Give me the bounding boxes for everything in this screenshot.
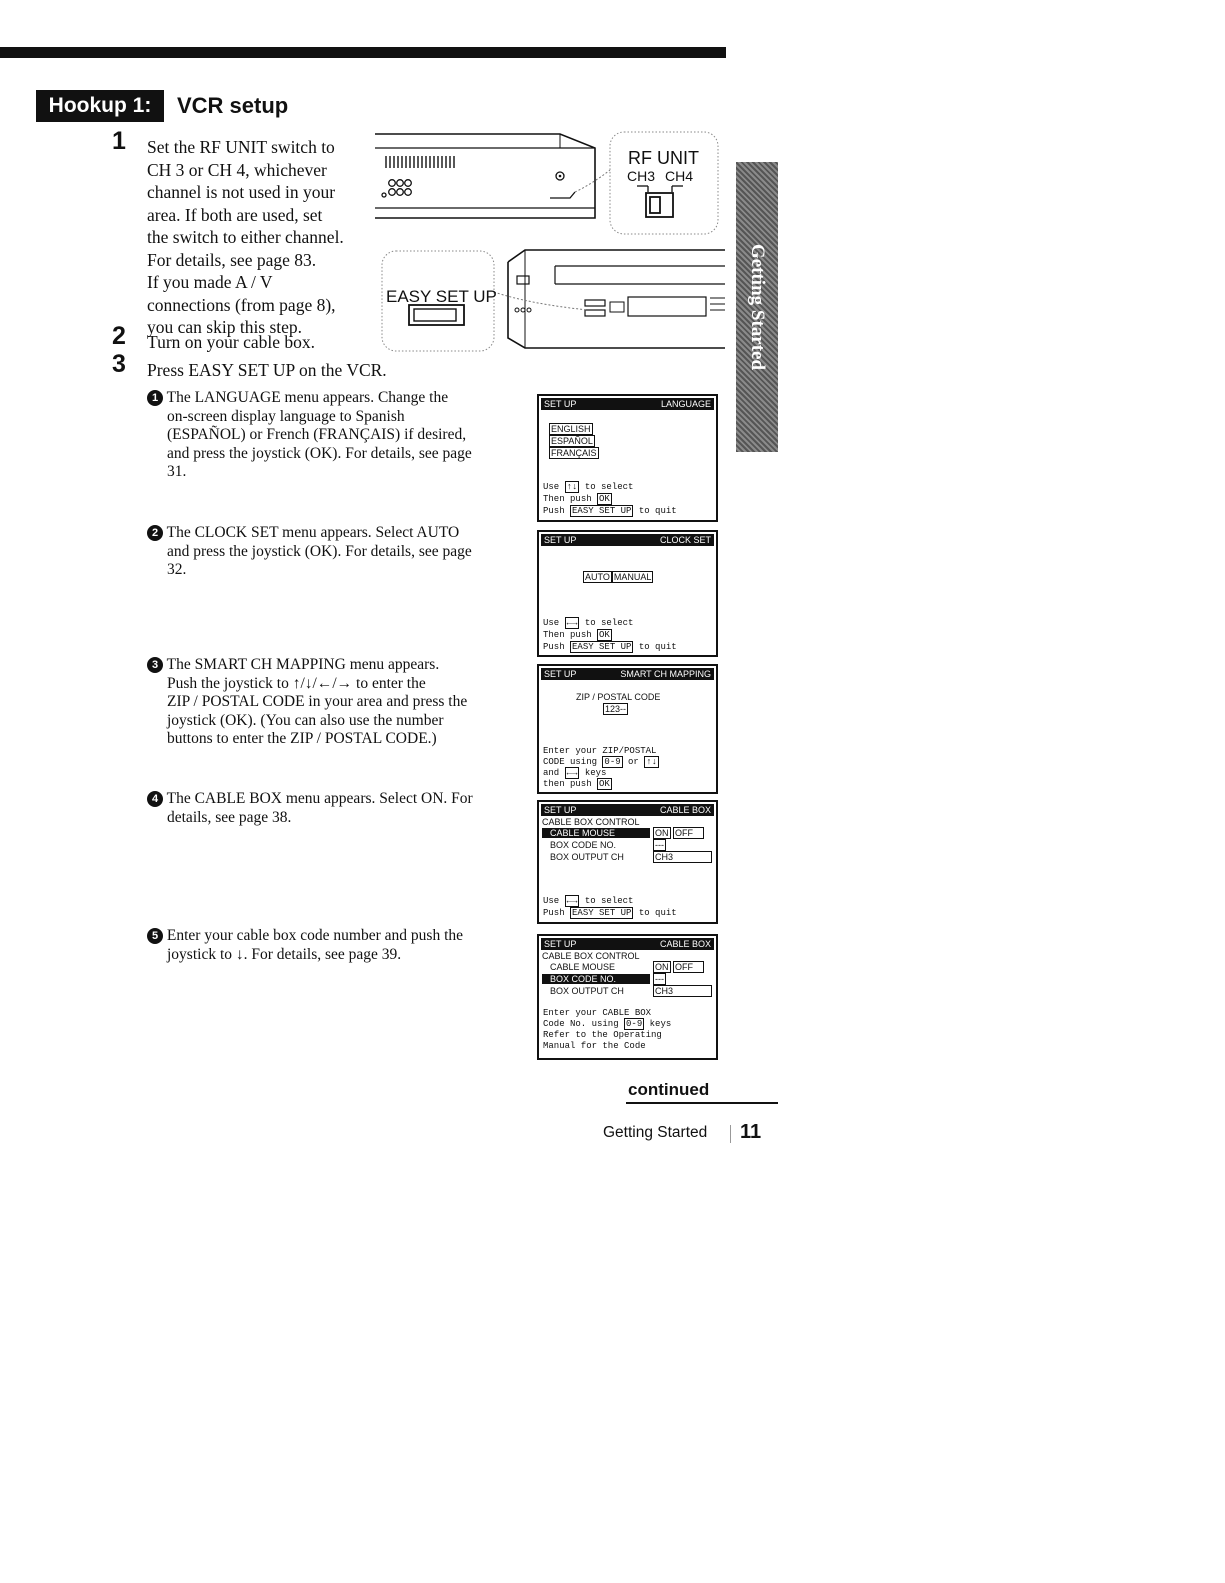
help-line: Code No. using 0-9 keys bbox=[543, 1019, 672, 1029]
circled-number: 3 bbox=[147, 657, 163, 673]
help-line: Push EASY SET UP to quit bbox=[543, 506, 677, 516]
substep-5 bbox=[147, 927, 517, 964]
row-box-code: BOX CODE NO. bbox=[542, 974, 650, 984]
screen-header: SET UP CABLE BOX bbox=[541, 804, 714, 816]
page-number: 11 bbox=[740, 1121, 762, 1143]
text-line: The CLOCK SET menu appears. Select AUTO bbox=[166, 524, 460, 541]
language-screen bbox=[537, 394, 718, 522]
text-line: The LANGUAGE menu appears. Change the bbox=[166, 389, 449, 406]
zip-value: 123-- bbox=[605, 704, 627, 714]
option-manual: MANUAL bbox=[613, 572, 652, 582]
side-tab-label: Getting Started bbox=[747, 243, 768, 371]
text-line: the switch to either channel. bbox=[147, 227, 344, 247]
text-line: joystick (OK). (You can also use the number bbox=[167, 711, 444, 729]
option-auto: AUTO bbox=[585, 572, 610, 582]
option-off: OFF bbox=[673, 961, 704, 973]
help-line: CODE using 0-9 or ↑↓ bbox=[543, 757, 658, 767]
help-line: Manual for the Code bbox=[543, 1041, 646, 1051]
section-side-tab bbox=[736, 162, 778, 452]
clock-set-screen bbox=[537, 530, 718, 657]
circled-number: 1 bbox=[147, 390, 163, 406]
option-english: ENGLISH bbox=[551, 424, 591, 434]
screen-header: SET UP LANGUAGE bbox=[541, 398, 714, 410]
substep-2 bbox=[147, 524, 517, 580]
zip-label: ZIP / POSTAL CODE bbox=[576, 692, 661, 702]
text-line: details, see page 38. bbox=[167, 808, 292, 826]
help-line: Push EASY SET UP to quit bbox=[543, 642, 677, 652]
text-line: Push the joystick to ↑/↓/←/→ to enter the bbox=[167, 674, 426, 692]
help-line: Push EASY SET UP to quit bbox=[543, 908, 677, 918]
text-line: CH 3 or CH 4, whichever bbox=[147, 159, 327, 180]
text-line: Enter your cable box code number and push the bbox=[166, 927, 464, 944]
hookup-badge: Hookup 1: bbox=[36, 90, 164, 122]
help-line: Use ←→ to select bbox=[543, 896, 634, 906]
help-line: Enter your CABLE BOX bbox=[543, 1008, 652, 1018]
step-3-text: Press EASY SET UP on the VCR. bbox=[147, 360, 387, 380]
text-line: ZIP / POSTAL CODE in your area and press the bbox=[167, 693, 468, 710]
box-output-value: CH3 bbox=[653, 985, 712, 997]
text-line: The SMART CH MAPPING menu appears. bbox=[166, 656, 440, 673]
substep-4 bbox=[147, 790, 517, 827]
row-box-output: BOX OUTPUT CH bbox=[550, 852, 624, 862]
help-line: Enter your ZIP/POSTAL bbox=[543, 746, 657, 756]
box-code-value: --- bbox=[655, 840, 664, 850]
easy-set-up-label: EASY SET UP bbox=[386, 287, 497, 306]
screen-header: SET UP CABLE BOX bbox=[541, 938, 714, 950]
screen-header: SET UP SMART CH MAPPING bbox=[541, 668, 714, 680]
text-line: Set the RF UNIT switch to bbox=[147, 137, 335, 157]
row-box-code: BOX CODE NO. bbox=[550, 840, 617, 850]
help-line: Use ←→ to select bbox=[543, 618, 634, 628]
text-line: buttons to enter the ZIP / POSTAL CODE.) bbox=[167, 730, 437, 747]
help-line: Then push OK bbox=[543, 630, 610, 640]
help-line: then push OK bbox=[543, 779, 610, 789]
text-line: For details, see page 83. bbox=[147, 249, 317, 270]
text-line: you can skip this step. bbox=[147, 317, 303, 337]
box-code-value: --- bbox=[655, 974, 664, 984]
option-espanol: ESPAÑOL bbox=[551, 436, 593, 446]
text-line: on-screen display language to Spanish bbox=[167, 407, 405, 425]
cable-box-control-label: CABLE BOX CONTROL bbox=[542, 817, 640, 827]
continued-label: continued bbox=[628, 1080, 710, 1099]
option-francais: FRANÇAIS bbox=[551, 448, 597, 458]
cable-box-screen bbox=[537, 800, 718, 924]
text-line: connections (from page 8), bbox=[147, 294, 336, 315]
top-rule bbox=[0, 47, 726, 58]
circled-number: 2 bbox=[147, 525, 163, 541]
step-1-text bbox=[147, 136, 387, 339]
row-cable-mouse: CABLE MOUSE bbox=[542, 828, 650, 838]
row-box-output: BOX OUTPUT CH bbox=[550, 986, 624, 996]
row-cable-mouse: CABLE MOUSE bbox=[550, 962, 616, 972]
text-line: If you made A / V bbox=[147, 272, 273, 292]
text-line: joystick to ↓. For details, see page 39. bbox=[167, 945, 402, 963]
step-2-text: Turn on your cable box. bbox=[147, 332, 316, 352]
ch3-label: CH3 bbox=[627, 168, 656, 184]
text-line: and press the joystick (OK). For details, see page bbox=[167, 542, 472, 560]
page-title: VCR setup bbox=[177, 93, 289, 118]
substep-1 bbox=[147, 389, 517, 482]
help-line: Use ↑↓ to select bbox=[543, 482, 634, 492]
step-number: 2 bbox=[112, 322, 126, 350]
text-line: 32. bbox=[167, 561, 187, 578]
text-line: The CABLE BOX menu appears. Select ON. For bbox=[166, 790, 473, 807]
footer-section: Getting Started bbox=[603, 1124, 708, 1141]
option-on: ON bbox=[655, 962, 669, 972]
text-line: channel is not used in your bbox=[147, 182, 336, 202]
text-line: 31. bbox=[167, 463, 187, 480]
screen-header: SET UP CLOCK SET bbox=[541, 534, 714, 546]
text-line: area. If both are used, set bbox=[147, 204, 323, 225]
continued-rule bbox=[626, 1102, 778, 1104]
circled-number: 4 bbox=[147, 791, 163, 807]
help-line: Then push OK bbox=[543, 494, 610, 504]
step-number: 3 bbox=[112, 350, 126, 378]
help-line: Refer to the Operating bbox=[543, 1030, 662, 1040]
option-off: OFF bbox=[673, 827, 704, 839]
text-line: (ESPAÑOL) or French (FRANÇAIS) if desired, bbox=[167, 426, 467, 443]
substep-3 bbox=[147, 656, 517, 749]
help-line: and ←→ keys bbox=[543, 768, 607, 778]
circled-number: 5 bbox=[147, 928, 163, 944]
box-output-value: CH3 bbox=[653, 851, 712, 863]
smart-ch-mapping-screen bbox=[537, 664, 718, 794]
ch4-label: CH4 bbox=[665, 168, 694, 184]
rf-unit-label: RF UNIT bbox=[628, 148, 699, 168]
option-on: ON bbox=[655, 828, 669, 838]
cable-box-code-screen bbox=[537, 934, 718, 1060]
step-number: 1 bbox=[112, 127, 126, 155]
cable-box-control-label: CABLE BOX CONTROL bbox=[542, 951, 640, 961]
text-line: and press the joystick (OK). For details, see page bbox=[167, 444, 472, 462]
footer-separator bbox=[730, 1125, 731, 1143]
